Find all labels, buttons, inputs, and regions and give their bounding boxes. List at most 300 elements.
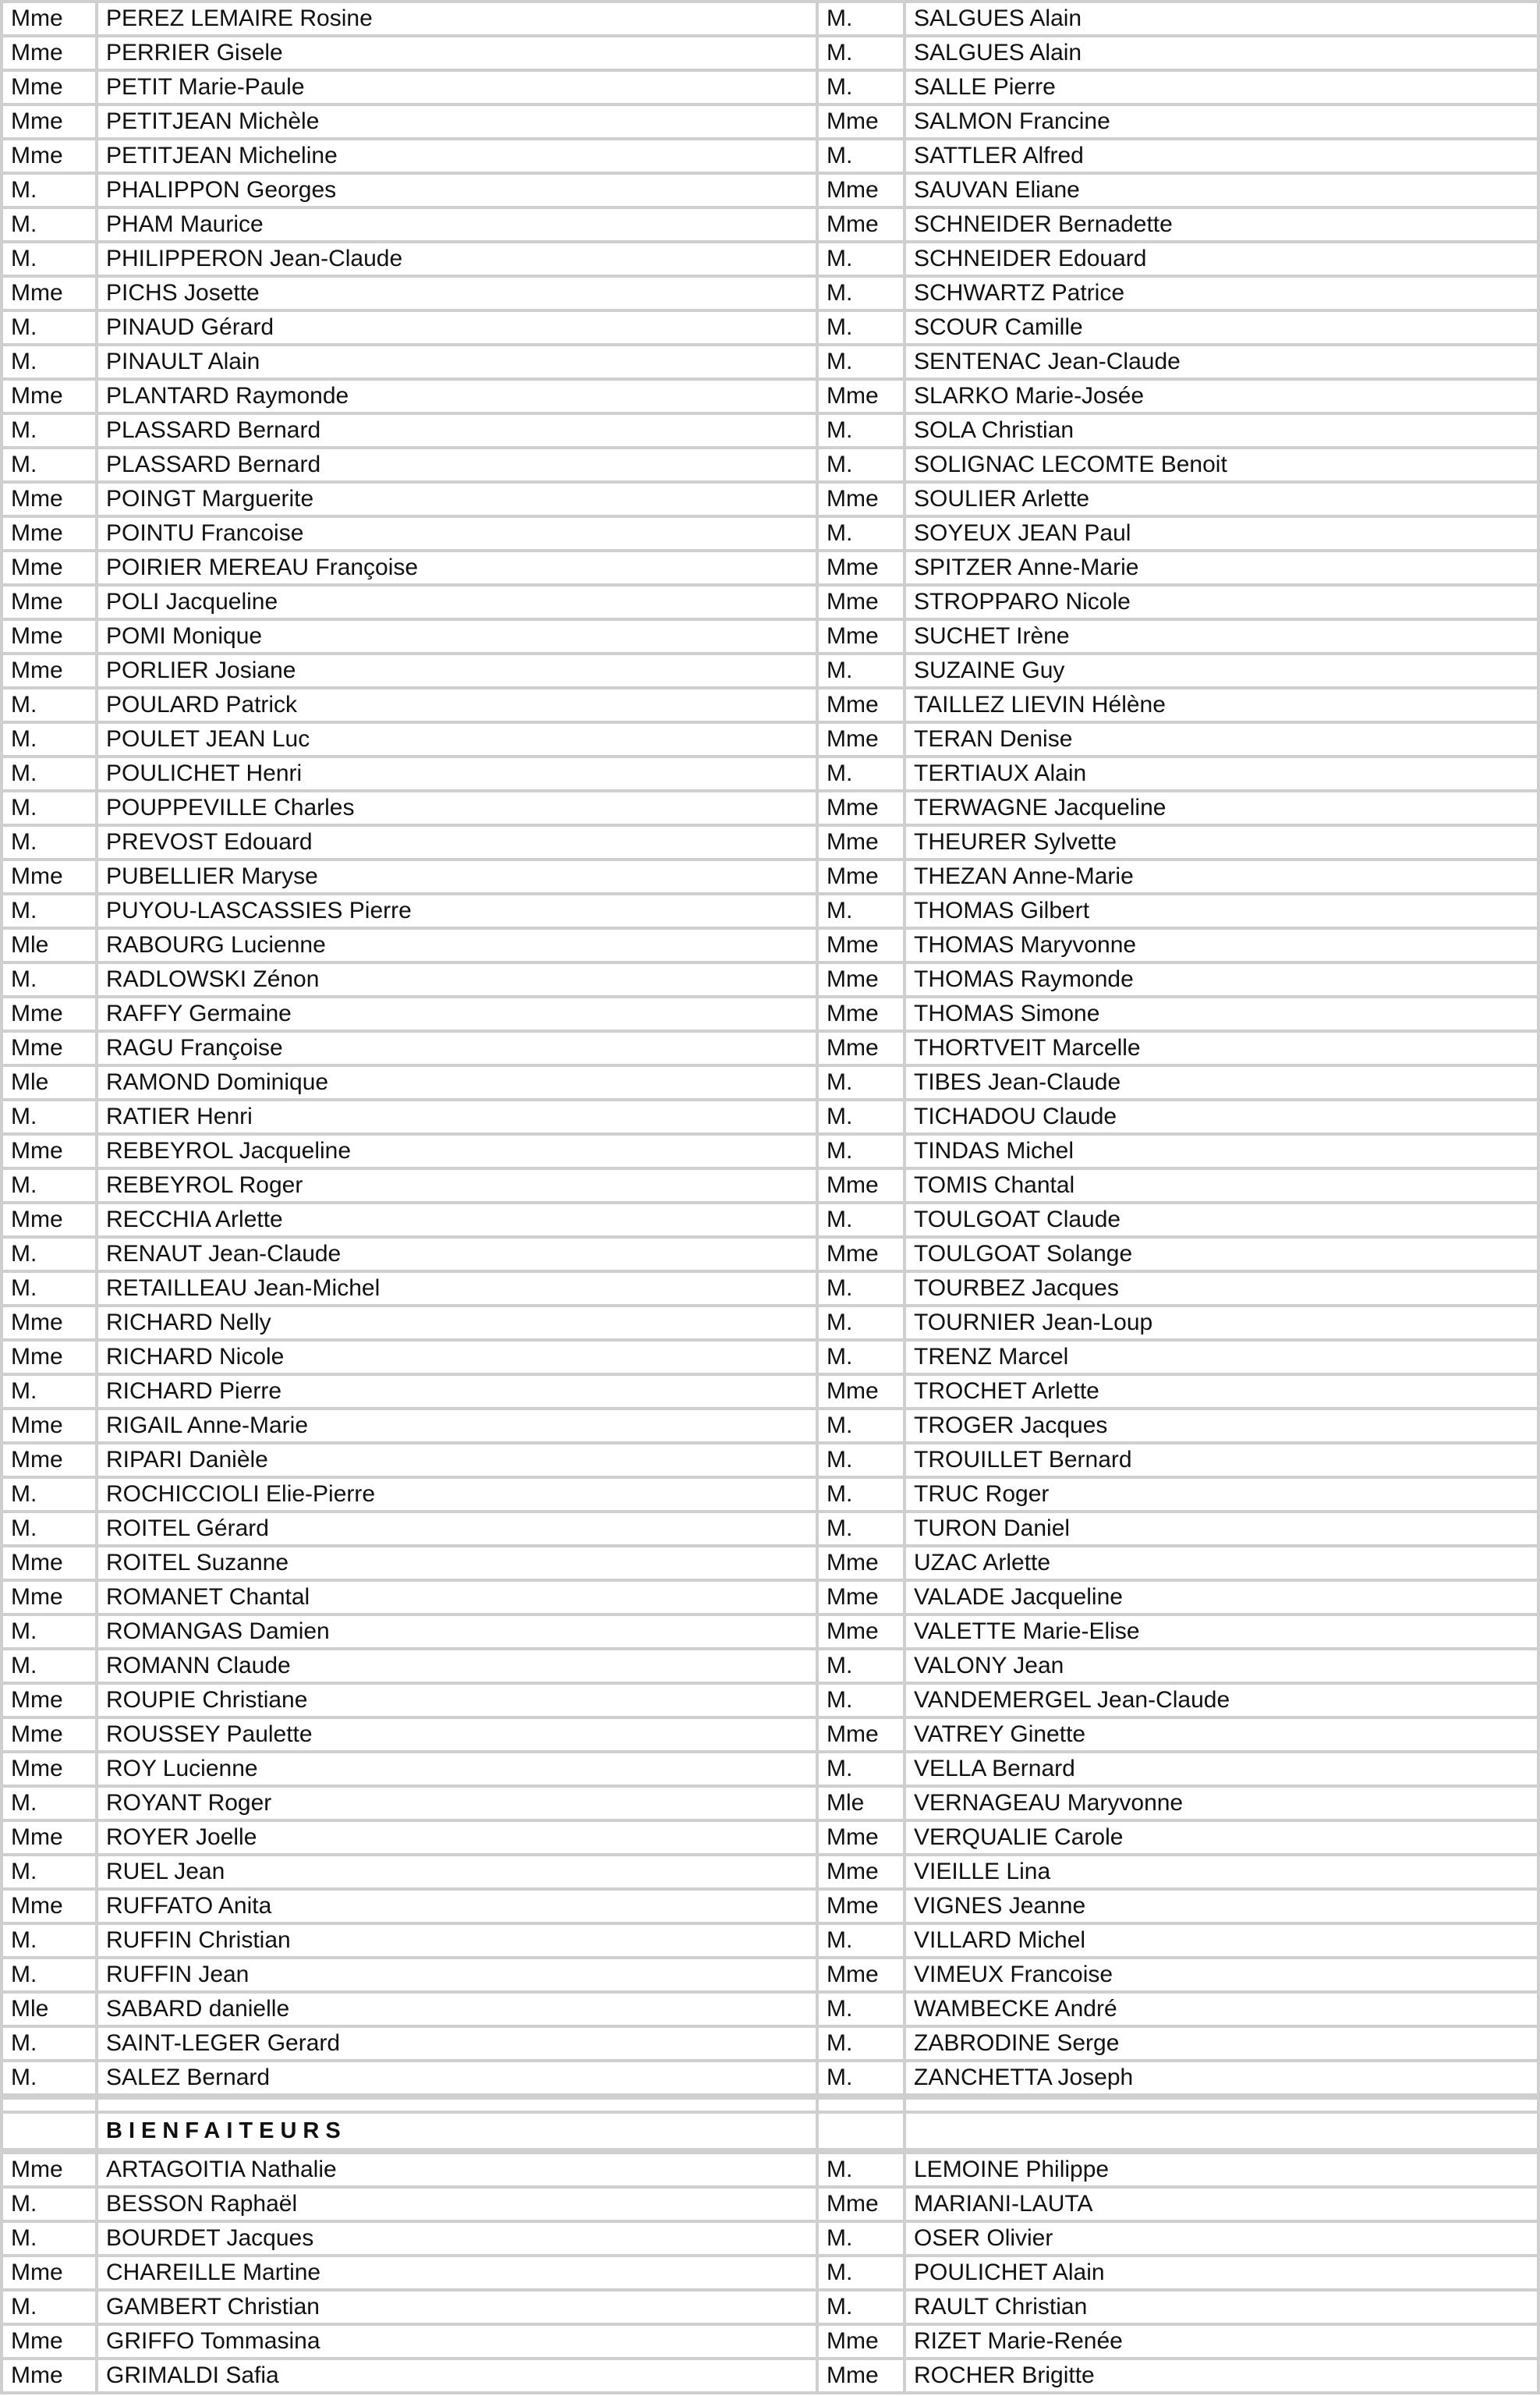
title-cell-right: Mme (819, 209, 906, 243)
title-cell-right: Mme (819, 2326, 906, 2360)
name-cell-right: OSER Olivier (906, 2223, 1540, 2257)
table-row (0, 930, 1540, 964)
title-cell-left: M. (0, 209, 98, 243)
table-row (0, 346, 1540, 381)
title-cell-left: Mme (0, 1342, 98, 1376)
name-cell-left: POINTU Francoise (98, 518, 819, 552)
name-cell-right: TOURBEZ Jacques (906, 1273, 1540, 1307)
name-cell-left: POUPPEVILLE Charles (98, 792, 819, 827)
name-cell-right: SUZAINE Guy (906, 655, 1540, 689)
table-row (0, 1719, 1540, 1753)
table-row (0, 2326, 1540, 2360)
table-row (0, 655, 1540, 689)
name-cell-right: TROUILLET Bernard (906, 1444, 1540, 1479)
title-cell-left: Mme (0, 1204, 98, 1239)
name-cell-right: TURON Daniel (906, 1513, 1540, 1547)
name-cell-left: RATIER Henri (98, 1101, 819, 1136)
title-cell-left: M. (0, 415, 98, 449)
name-cell-left: RICHARD Nelly (98, 1307, 819, 1342)
name-cell-left: RABOURG Lucienne (98, 930, 819, 964)
name-cell-left: PUBELLIER Maryse (98, 861, 819, 895)
name-cell-left: ARTAGOITIA Nathalie (98, 2151, 819, 2189)
title-cell-right: M. (819, 278, 906, 312)
title-cell-right: M. (819, 895, 906, 930)
title-cell-left: M. (0, 1479, 98, 1513)
table-row (0, 243, 1540, 278)
title-cell-right: M. (819, 1307, 906, 1342)
title-cell-left: Mme (0, 1444, 98, 1479)
table-row (0, 2257, 1540, 2291)
title-cell-right: M. (819, 37, 906, 72)
title-cell-right: M. (819, 312, 906, 346)
title-cell-left: M. (0, 758, 98, 792)
table-row (0, 827, 1540, 861)
name-cell-left: RIPARI Danièle (98, 1444, 819, 1479)
table-row (0, 1136, 1540, 1170)
name-cell-right: TOULGOAT Claude (906, 1204, 1540, 1239)
title-cell-right: Mme (819, 930, 906, 964)
table-row (0, 2189, 1540, 2223)
name-cell-right: VANDEMERGEL Jean-Claude (906, 1685, 1540, 1719)
name-cell-left: PETITJEAN Micheline (98, 140, 819, 175)
table-row (0, 1033, 1540, 1067)
table-row (0, 1513, 1540, 1547)
name-cell-right: TERWAGNE Jacqueline (906, 792, 1540, 827)
title-cell-right: Mme (819, 587, 906, 621)
table-row (0, 1410, 1540, 1444)
name-cell-right: VIMEUX Francoise (906, 1959, 1540, 1994)
title-cell-right: Mme (819, 964, 906, 998)
name-cell-left: RICHARD Pierre (98, 1376, 819, 1410)
name-cell-left: PHILIPPERON Jean-Claude (98, 243, 819, 278)
name-cell-right: SCHWARTZ Patrice (906, 278, 1540, 312)
name-cell-right: ZANCHETTA Joseph (906, 2062, 1540, 2096)
title-cell-right: Mme (819, 2189, 906, 2223)
table-row (0, 1753, 1540, 1788)
title-cell-left: M. (0, 1239, 98, 1273)
table-row (0, 1342, 1540, 1376)
title-cell-left: M. (0, 175, 98, 209)
table-row (0, 758, 1540, 792)
name-cell-left: POULARD Patrick (98, 689, 819, 724)
table-row (0, 1891, 1540, 1925)
name-cell-left: PHAM Maurice (98, 209, 819, 243)
name-cell-left: PLASSARD Bernard (98, 415, 819, 449)
title-cell-left: Mle (0, 1067, 98, 1101)
title-cell-left: M. (0, 827, 98, 861)
name-cell-left: PETITJEAN Michèle (98, 106, 819, 140)
name-cell-left: RUFFATO Anita (98, 1891, 819, 1925)
name-cell-right: THEURER Sylvette (906, 827, 1540, 861)
title-cell-left: Mme (0, 484, 98, 518)
name-cell-right: THOMAS Maryvonne (906, 930, 1540, 964)
title-cell-left: Mme (0, 140, 98, 175)
title-cell-left: M. (0, 312, 98, 346)
table-row (0, 209, 1540, 243)
title-cell-left: Mme (0, 1136, 98, 1170)
name-cell-right: VIGNES Jeanne (906, 1891, 1540, 1925)
title-cell-left: M. (0, 346, 98, 381)
name-cell-left: ROCHICCIOLI Elie-Pierre (98, 1479, 819, 1513)
name-cell-left: RUFFIN Jean (98, 1959, 819, 1994)
table-row (0, 2223, 1540, 2257)
table-row (0, 175, 1540, 209)
name-cell-left: POIRIER MEREAU Françoise (98, 552, 819, 587)
title-cell-right: M. (819, 2151, 906, 2189)
name-cell-right: VELLA Bernard (906, 1753, 1540, 1788)
title-cell-left: M. (0, 2062, 98, 2096)
title-cell-left: Mme (0, 278, 98, 312)
title-cell-right: M. (819, 346, 906, 381)
table-row (0, 792, 1540, 827)
name-cell-right: SLARKO Marie-Josée (906, 381, 1540, 415)
name-cell-left: RADLOWSKI Zénon (98, 964, 819, 998)
name-cell-left: RUEL Jean (98, 1856, 819, 1891)
table-row (0, 518, 1540, 552)
title-cell-left: M. (0, 895, 98, 930)
title-cell-right: M. (819, 1513, 906, 1547)
title-cell-left: Mme (0, 2360, 98, 2394)
name-cell-left: RAMOND Dominique (98, 1067, 819, 1101)
table-row (0, 1204, 1540, 1239)
name-cell-left: PICHS Josette (98, 278, 819, 312)
title-cell-right: M. (819, 1342, 906, 1376)
name-cell-right: SATTLER Alfred (906, 140, 1540, 175)
title-cell-right: Mme (819, 1891, 906, 1925)
table-row (0, 1856, 1540, 1891)
title-cell-right: M. (819, 449, 906, 484)
name-cell-right: SALMON Francine (906, 106, 1540, 140)
title-cell-left: M. (0, 1650, 98, 1685)
benefactor-rows (0, 2151, 1540, 2394)
name-cell-left: POULET JEAN Luc (98, 724, 819, 758)
name-cell-right: TRUC Roger (906, 1479, 1540, 1513)
name-cell-left: GRIMALDI Safia (98, 2360, 819, 2394)
title-cell-right: M. (819, 1101, 906, 1136)
name-cell-left: ROMANN Claude (98, 1650, 819, 1685)
name-cell-left: PREVOST Edouard (98, 827, 819, 861)
name-cell-left: ROMANGAS Damien (98, 1616, 819, 1650)
name-cell-right: TICHADOU Claude (906, 1101, 1540, 1136)
name-cell-left: ROITEL Suzanne (98, 1547, 819, 1582)
title-cell-left: Mme (0, 1753, 98, 1788)
name-cell-right: SALLE Pierre (906, 72, 1540, 106)
title-cell-right: M. (819, 1753, 906, 1788)
name-cell-right: THEZAN Anne-Marie (906, 861, 1540, 895)
title-cell-left: M. (0, 689, 98, 724)
title-cell-right: M. (819, 1444, 906, 1479)
name-cell-left: PHALIPPON Georges (98, 175, 819, 209)
title-cell-right: Mme (819, 106, 906, 140)
name-cell-left: GAMBERT Christian (98, 2291, 819, 2326)
table-row (0, 1479, 1540, 1513)
name-cell-left: REBEYROL Roger (98, 1170, 819, 1204)
title-cell-left: Mme (0, 518, 98, 552)
table-row (0, 0, 1540, 37)
title-cell-right: Mme (819, 861, 906, 895)
table-row (0, 1994, 1540, 2028)
title-cell-right: M. (819, 1204, 906, 1239)
name-cell-left: ROY Lucienne (98, 1753, 819, 1788)
table-row (0, 1101, 1540, 1136)
table-row (0, 1788, 1540, 1822)
name-cell-left: SALEZ Bernard (98, 2062, 819, 2096)
name-cell-left: ROMANET Chantal (98, 1582, 819, 1616)
table-row (0, 2062, 1540, 2096)
title-cell-right: Mme (819, 1822, 906, 1856)
name-cell-left: RAGU Françoise (98, 1033, 819, 1067)
title-cell-right: Mme (819, 1033, 906, 1067)
name-cell-left: PORLIER Josiane (98, 655, 819, 689)
table-row (0, 552, 1540, 587)
title-cell-right: Mme (819, 724, 906, 758)
title-cell-left: Mme (0, 1822, 98, 1856)
title-cell-left: M. (0, 2223, 98, 2257)
name-cell-right: LEMOINE Philippe (906, 2151, 1540, 2189)
title-cell-right: M. (819, 2028, 906, 2062)
title-cell-left: M. (0, 792, 98, 827)
name-cell-left: RECCHIA Arlette (98, 1204, 819, 1239)
name-cell-left: POMI Monique (98, 621, 819, 655)
table-row (0, 449, 1540, 484)
title-cell-right: M. (819, 1650, 906, 1685)
table-row (0, 1650, 1540, 1685)
name-cell-right: RIZET Marie-Renée (906, 2326, 1540, 2360)
name-cell-right: VATREY Ginette (906, 1719, 1540, 1753)
name-cell-right: TIBES Jean-Claude (906, 1067, 1540, 1101)
name-cell-right: SOLIGNAC LECOMTE Benoit (906, 449, 1540, 484)
name-cell-left: REBEYROL Jacqueline (98, 1136, 819, 1170)
title-cell-left: M. (0, 243, 98, 278)
title-cell-right: M. (819, 655, 906, 689)
title-cell-left: M. (0, 449, 98, 484)
name-cell-left: GRIFFO Tommasina (98, 2326, 819, 2360)
title-cell-left: Mme (0, 2326, 98, 2360)
name-cell-right: SPITZER Anne-Marie (906, 552, 1540, 587)
title-cell-left: M. (0, 1170, 98, 1204)
name-cell-left: SABARD danielle (98, 1994, 819, 2028)
name-cell-right: SCOUR Camille (906, 312, 1540, 346)
title-cell-left: M. (0, 1101, 98, 1136)
title-cell-right: Mme (819, 1547, 906, 1582)
table-row (0, 1547, 1540, 1582)
name-cell-right: STROPPARO Nicole (906, 587, 1540, 621)
title-cell-right: Mme (819, 1239, 906, 1273)
title-cell-right: M. (819, 518, 906, 552)
title-cell-right: Mle (819, 1788, 906, 1822)
name-cell-right: THOMAS Gilbert (906, 895, 1540, 930)
name-cell-left: RIGAIL Anne-Marie (98, 1410, 819, 1444)
table-row (0, 2360, 1540, 2394)
name-cell-left: POLI Jacqueline (98, 587, 819, 621)
title-cell-left: M. (0, 2028, 98, 2062)
table-row (0, 2151, 1540, 2189)
name-cell-right: SENTENAC Jean-Claude (906, 346, 1540, 381)
title-cell-left: Mme (0, 1410, 98, 1444)
title-cell-left: Mme (0, 381, 98, 415)
section-title: BIENFAITEURS (106, 2118, 347, 2143)
title-cell-right: M. (819, 243, 906, 278)
title-cell-left: Mme (0, 0, 98, 37)
table-row (0, 1376, 1540, 1410)
table-row (0, 861, 1540, 895)
name-cell-right: SAUVAN Eliane (906, 175, 1540, 209)
name-cell-right: ZABRODINE Serge (906, 2028, 1540, 2062)
title-cell-left: Mme (0, 998, 98, 1033)
name-cell-left: PLASSARD Bernard (98, 449, 819, 484)
title-cell-right: M. (819, 1685, 906, 1719)
name-cell-left: RICHARD Nicole (98, 1342, 819, 1376)
title-cell-right: Mme (819, 1959, 906, 1994)
table-row (0, 1170, 1540, 1204)
title-cell-left: Mme (0, 655, 98, 689)
name-cell-left: PUYOU-LASCASSIES Pierre (98, 895, 819, 930)
title-cell-right: Mme (819, 621, 906, 655)
title-cell-right: M. (819, 1925, 906, 1959)
title-cell-left: Mme (0, 72, 98, 106)
name-cell-right: THORTVEIT Marcelle (906, 1033, 1540, 1067)
title-cell-right: Mme (819, 1856, 906, 1891)
name-cell-left: RAFFY Germaine (98, 998, 819, 1033)
title-cell-left: Mme (0, 37, 98, 72)
title-cell-left: Mme (0, 1033, 98, 1067)
table-row (0, 724, 1540, 758)
title-cell-left: M. (0, 1856, 98, 1891)
table-row (0, 689, 1540, 724)
title-cell-right: Mme (819, 792, 906, 827)
table-row (0, 1067, 1540, 1101)
title-cell-left: M. (0, 724, 98, 758)
title-cell-right: Mme (819, 1582, 906, 1616)
name-cell-right: VALETTE Marie-Elise (906, 1616, 1540, 1650)
name-cell-right: SCHNEIDER Edouard (906, 243, 1540, 278)
name-cell-left: ROUPIE Christiane (98, 1685, 819, 1719)
title-cell-left: Mme (0, 1307, 98, 1342)
name-cell-left: SAINT-LEGER Gerard (98, 2028, 819, 2062)
name-cell-right: SALGUES Alain (906, 0, 1540, 37)
table-row (0, 37, 1540, 72)
title-cell-right: M. (819, 758, 906, 792)
title-cell-right: Mme (819, 1616, 906, 1650)
title-cell-right: Mme (819, 484, 906, 518)
title-cell-left: Mme (0, 621, 98, 655)
table-row (0, 1822, 1540, 1856)
title-cell-left: M. (0, 964, 98, 998)
name-cell-right: TOURNIER Jean-Loup (906, 1307, 1540, 1342)
title-cell-right: M. (819, 1136, 906, 1170)
table-row (0, 2028, 1540, 2062)
title-cell-left: Mme (0, 1891, 98, 1925)
name-cell-left: PERRIER Gisele (98, 37, 819, 72)
title-cell-left: Mme (0, 1547, 98, 1582)
name-cell-left: PEREZ LEMAIRE Rosine (98, 0, 819, 37)
name-cell-right: RAULT Christian (906, 2291, 1540, 2326)
title-cell-right: M. (819, 1273, 906, 1307)
name-cell-right: SALGUES Alain (906, 37, 1540, 72)
title-cell-right: M. (819, 1067, 906, 1101)
name-cell-right: VILLARD Michel (906, 1925, 1540, 1959)
name-cell-left: RUFFIN Christian (98, 1925, 819, 1959)
name-cell-right: SUCHET Irène (906, 621, 1540, 655)
name-cell-right: POULICHET Alain (906, 2257, 1540, 2291)
name-cell-left: PETIT Marie-Paule (98, 72, 819, 106)
title-cell-right: Mme (819, 1719, 906, 1753)
name-cell-right: MARIANI-LAUTA (906, 2189, 1540, 2223)
table-row (0, 72, 1540, 106)
title-cell-right: M. (819, 415, 906, 449)
title-cell-right: M. (819, 2223, 906, 2257)
name-cell-left: BOURDET Jacques (98, 2223, 819, 2257)
title-cell-right: Mme (819, 1376, 906, 1410)
name-cell-left: POINGT Marguerite (98, 484, 819, 518)
name-cell-right: TOMIS Chantal (906, 1170, 1540, 1204)
title-cell-left: M. (0, 1925, 98, 1959)
name-cell-left: PINAUD Gérard (98, 312, 819, 346)
title-cell-left: M. (0, 1513, 98, 1547)
table-row (0, 484, 1540, 518)
title-cell-right: Mme (819, 998, 906, 1033)
name-cell-left: RENAUT Jean-Claude (98, 1239, 819, 1273)
title-cell-right: M. (819, 140, 906, 175)
name-cell-right: VALADE Jacqueline (906, 1582, 1540, 1616)
name-cell-left: ROITEL Gérard (98, 1513, 819, 1547)
name-cell-right: VALONY Jean (906, 1650, 1540, 1685)
title-cell-left: Mme (0, 552, 98, 587)
name-cell-right: THOMAS Raymonde (906, 964, 1540, 998)
name-cell-right: VERNAGEAU Maryvonne (906, 1788, 1540, 1822)
title-cell-left: Mme (0, 587, 98, 621)
section-spacer (0, 2096, 1540, 2151)
title-cell-left: Mle (0, 930, 98, 964)
name-cell-right: VERQUALIE Carole (906, 1822, 1540, 1856)
title-cell-right: Mme (819, 552, 906, 587)
table-row (0, 140, 1540, 175)
title-cell-left: Mme (0, 1719, 98, 1753)
name-cell-left: CHAREILLE Martine (98, 2257, 819, 2291)
title-cell-left: Mme (0, 861, 98, 895)
name-cell-right: TERTIAUX Alain (906, 758, 1540, 792)
name-cell-right: SOULIER Arlette (906, 484, 1540, 518)
title-cell-right: Mme (819, 827, 906, 861)
name-cell-right: TRENZ Marcel (906, 1342, 1540, 1376)
title-cell-right: M. (819, 2257, 906, 2291)
table-row (0, 106, 1540, 140)
table-row (0, 1307, 1540, 1342)
table-row (0, 964, 1540, 998)
table-row (0, 587, 1540, 621)
name-cell-right: ROCHER Brigitte (906, 2360, 1540, 2394)
spacer-row (0, 2096, 1540, 2114)
title-cell-left: M. (0, 1376, 98, 1410)
title-cell-left: M. (0, 1616, 98, 1650)
title-cell-right: Mme (819, 175, 906, 209)
name-cell-left: PLANTARD Raymonde (98, 381, 819, 415)
name-cell-left: ROUSSEY Paulette (98, 1719, 819, 1753)
table-row (0, 278, 1540, 312)
name-cell-right: UZAC Arlette (906, 1547, 1540, 1582)
title-cell-right: M. (819, 72, 906, 106)
name-cell-right: TROCHET Arlette (906, 1376, 1540, 1410)
name-cell-right: TOULGOAT Solange (906, 1239, 1540, 1273)
name-cell-right: TROGER Jacques (906, 1410, 1540, 1444)
name-cell-left: POULICHET Henri (98, 758, 819, 792)
title-cell-left: M. (0, 1273, 98, 1307)
title-cell-left: M. (0, 2189, 98, 2223)
title-cell-left: M. (0, 2291, 98, 2326)
title-cell-left: Mle (0, 1994, 98, 2028)
table-row (0, 1239, 1540, 1273)
table-row (0, 1273, 1540, 1307)
